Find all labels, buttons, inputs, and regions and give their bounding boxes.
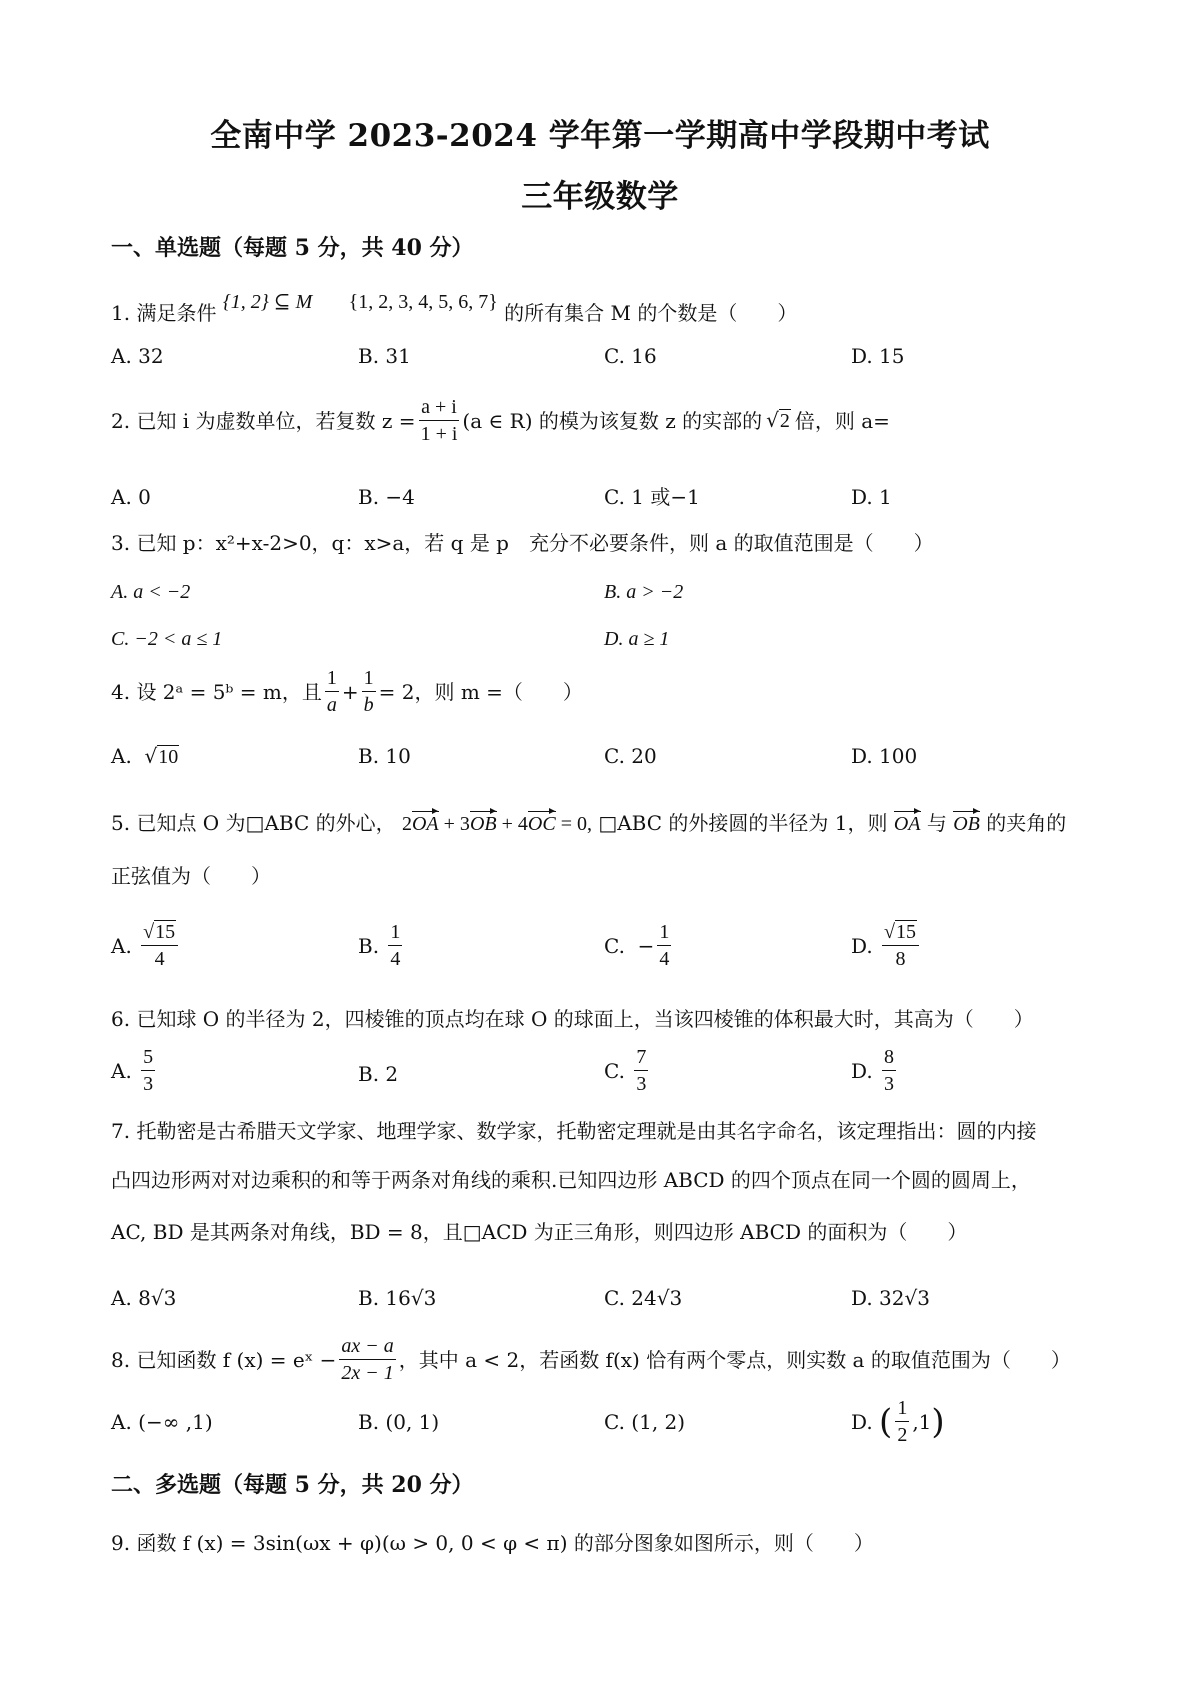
q2-option-c[interactable]: C. 1 或−1 xyxy=(604,485,700,509)
q4-sqrt: 10 xyxy=(158,746,179,768)
question-8 xyxy=(111,1336,1071,1383)
q5-suffix: 的夹角的 xyxy=(986,811,1067,835)
question-7-line3: AC, BD 是其两条对角线，BD = 8，且□ACD 为正三角形，则四边形 ABCD 的面积为（ ） xyxy=(111,1220,968,1244)
q6-option-a[interactable]: A. $\frac{5}{3}$ xyxy=(111,1046,154,1095)
q5-option-b[interactable]: B. $\frac{1}{4}$ xyxy=(358,921,401,970)
q5-option-a[interactable]: A. $\frac{√15}{4}$ xyxy=(111,922,181,969)
question-9: 9. 函数 f (x) = 3sin(ωx + φ)(ω > 0, 0 < φ < π) 的部分图象如图所示，则（ ） xyxy=(111,1531,874,1555)
q4-suffix: = 2，则 m =（ ） xyxy=(378,679,583,704)
q1-option-b[interactable]: B. 31 xyxy=(358,344,411,368)
q8-option-a[interactable]: A. (−∞ ,1) xyxy=(111,1410,213,1434)
section-heading-single-choice: 一、单选题（每题 5 分，共 40 分） xyxy=(111,235,474,261)
q1-set-a: {1, 2} ⊆ M xyxy=(222,291,313,313)
q7-option-c[interactable]: C. 24√3 xyxy=(604,1286,683,1310)
q1-option-d[interactable]: D. 15 xyxy=(851,344,905,368)
q3-option-d[interactable]: D. a ≥ 1 xyxy=(604,628,670,650)
q3-option-c[interactable]: C. −2 < a ≤ 1 xyxy=(111,628,223,650)
q3-option-a[interactable]: A. a < −2 xyxy=(111,581,191,603)
question-5: 5. 已知点 O 为□ABC 的外心， 2OA + 3OB + 4OC = 0, □ABC 的外接圆的半径为 1，则 OA 与 OB 的夹角的 xyxy=(111,811,1067,835)
q4-prefix: 4. 设 2ᵃ = 5ᵇ = m，且 xyxy=(111,679,322,704)
q4-option-b[interactable]: B. 10 xyxy=(358,744,411,768)
q4-option-a[interactable]: A. √10 xyxy=(111,744,179,768)
q2-prefix: 2. 已知 i 为虚数单位，若复数 z = xyxy=(111,408,416,433)
q3-option-b[interactable]: B. a > −2 xyxy=(604,581,684,603)
q5-prefix: 5. 已知点 O 为□ABC 的外心， xyxy=(111,811,396,835)
q7-option-d[interactable]: D. 32√3 xyxy=(851,1286,930,1310)
q6-option-d[interactable]: D. $\frac{8}{3}$ xyxy=(851,1046,895,1095)
q8-option-d[interactable]: D. ( $\frac{1}{2}$ ,1 ) xyxy=(851,1397,945,1446)
q2-option-d[interactable]: D. 1 xyxy=(851,485,892,509)
q6-option-c[interactable]: C. $\frac{7}{3}$ xyxy=(604,1046,647,1095)
q1-prefix: 1. 满足条件 xyxy=(111,301,217,325)
question-3: 3. 已知 p：x²+x-2>0，q：x>a，若 q 是 p 充分不必要条件，则 a 的取值范围是（ ） xyxy=(111,531,934,555)
q6-option-b[interactable]: B. 2 xyxy=(358,1062,399,1086)
question-7-line1: 7. 托勒密是古希腊天文学家、地理学家、数学家，托勒密定理就是由其名字命名，该定理指出：圆的内接 xyxy=(111,1119,1037,1143)
q1-set-b: {1, 2, 3, 4, 5, 6, 7} xyxy=(348,291,498,313)
q1-option-a[interactable]: A. 32 xyxy=(111,344,164,368)
q2-fraction xyxy=(419,397,460,444)
q2-sqrt: 2 xyxy=(779,410,790,432)
q2-option-b[interactable]: B. −4 xyxy=(358,485,415,509)
q4-option-d[interactable]: D. 100 xyxy=(851,744,918,768)
q2-frac-num: a + i xyxy=(419,397,459,421)
section-heading-multiple-choice: 二、多选题（每题 5 分，共 20 分） xyxy=(111,1472,474,1498)
q7-option-b[interactable]: B. 16√3 xyxy=(358,1286,437,1310)
q5-option-d[interactable]: D. $\frac{√15}{8}$ xyxy=(851,922,922,969)
question-5-line2: 正弦值为（ ） xyxy=(111,864,271,888)
q2-mid: (a ∈ R) 的模为该复数 z 的实部的 xyxy=(462,408,763,433)
question-1 xyxy=(111,291,798,325)
exam-subtitle: 三年级数学 xyxy=(521,179,679,215)
question-2: 2. 已知 i 为虚数单位，若复数 z = $\frac{a + i}{1 + i}$ (a ∈ R) 的模为该复数 z 的实部的 √2 倍，则 a= xyxy=(111,396,890,445)
q2-suffix: 倍，则 a= xyxy=(794,408,890,433)
exam-title: 全南中学 2023-2024 学年第一学期高中学段期中考试 xyxy=(210,118,990,154)
q8-fraction: $\frac{ax - a}{2x - 1}$ xyxy=(341,1335,394,1384)
q5-option-c[interactable]: C. − $\frac{1}{4}$ xyxy=(604,921,670,970)
question-4: 4. 设 2ᵃ = 5ᵇ = m，且 $\frac{1}{a}$ + $\frac{1}{b}$ = 2，则 m =（ ） xyxy=(111,667,583,716)
q1-suffix: 的所有集合 M 的个数是（ ） xyxy=(504,301,798,325)
q8-option-b[interactable]: B. (0, 1) xyxy=(358,1410,440,1434)
q2-option-a[interactable]: A. 0 xyxy=(111,485,151,509)
q4-option-c[interactable]: C. 20 xyxy=(604,744,657,768)
q7-option-a[interactable]: A. 8√3 xyxy=(111,1286,177,1310)
q2-frac-den: 1 + i xyxy=(420,423,458,445)
question-7-line2: 凸四边形两对对边乘积的和等于两条对角线的乘积.已知四边形 ABCD 的四个顶点在同一个圆的圆周上， xyxy=(111,1168,1031,1192)
q8-suffix: ，其中 a < 2，若函数 f(x) 恰有两个零点，则实数 a 的取值范围为（ ） xyxy=(398,1347,1071,1372)
q8-option-c[interactable]: C. (1, 2) xyxy=(604,1410,686,1434)
q5-mid: □ABC 的外接圆的半径为 1，则 xyxy=(598,811,888,835)
q1-option-c[interactable]: C. 16 xyxy=(604,344,657,368)
question-6: 6. 已知球 O 的半径为 2，四棱锥的顶点均在球 O 的球面上，当该四棱锥的体积最大时，其高为（ ） xyxy=(111,1007,1034,1031)
q8-prefix: 8. 已知函数 f (x) = eˣ − xyxy=(111,1347,337,1372)
